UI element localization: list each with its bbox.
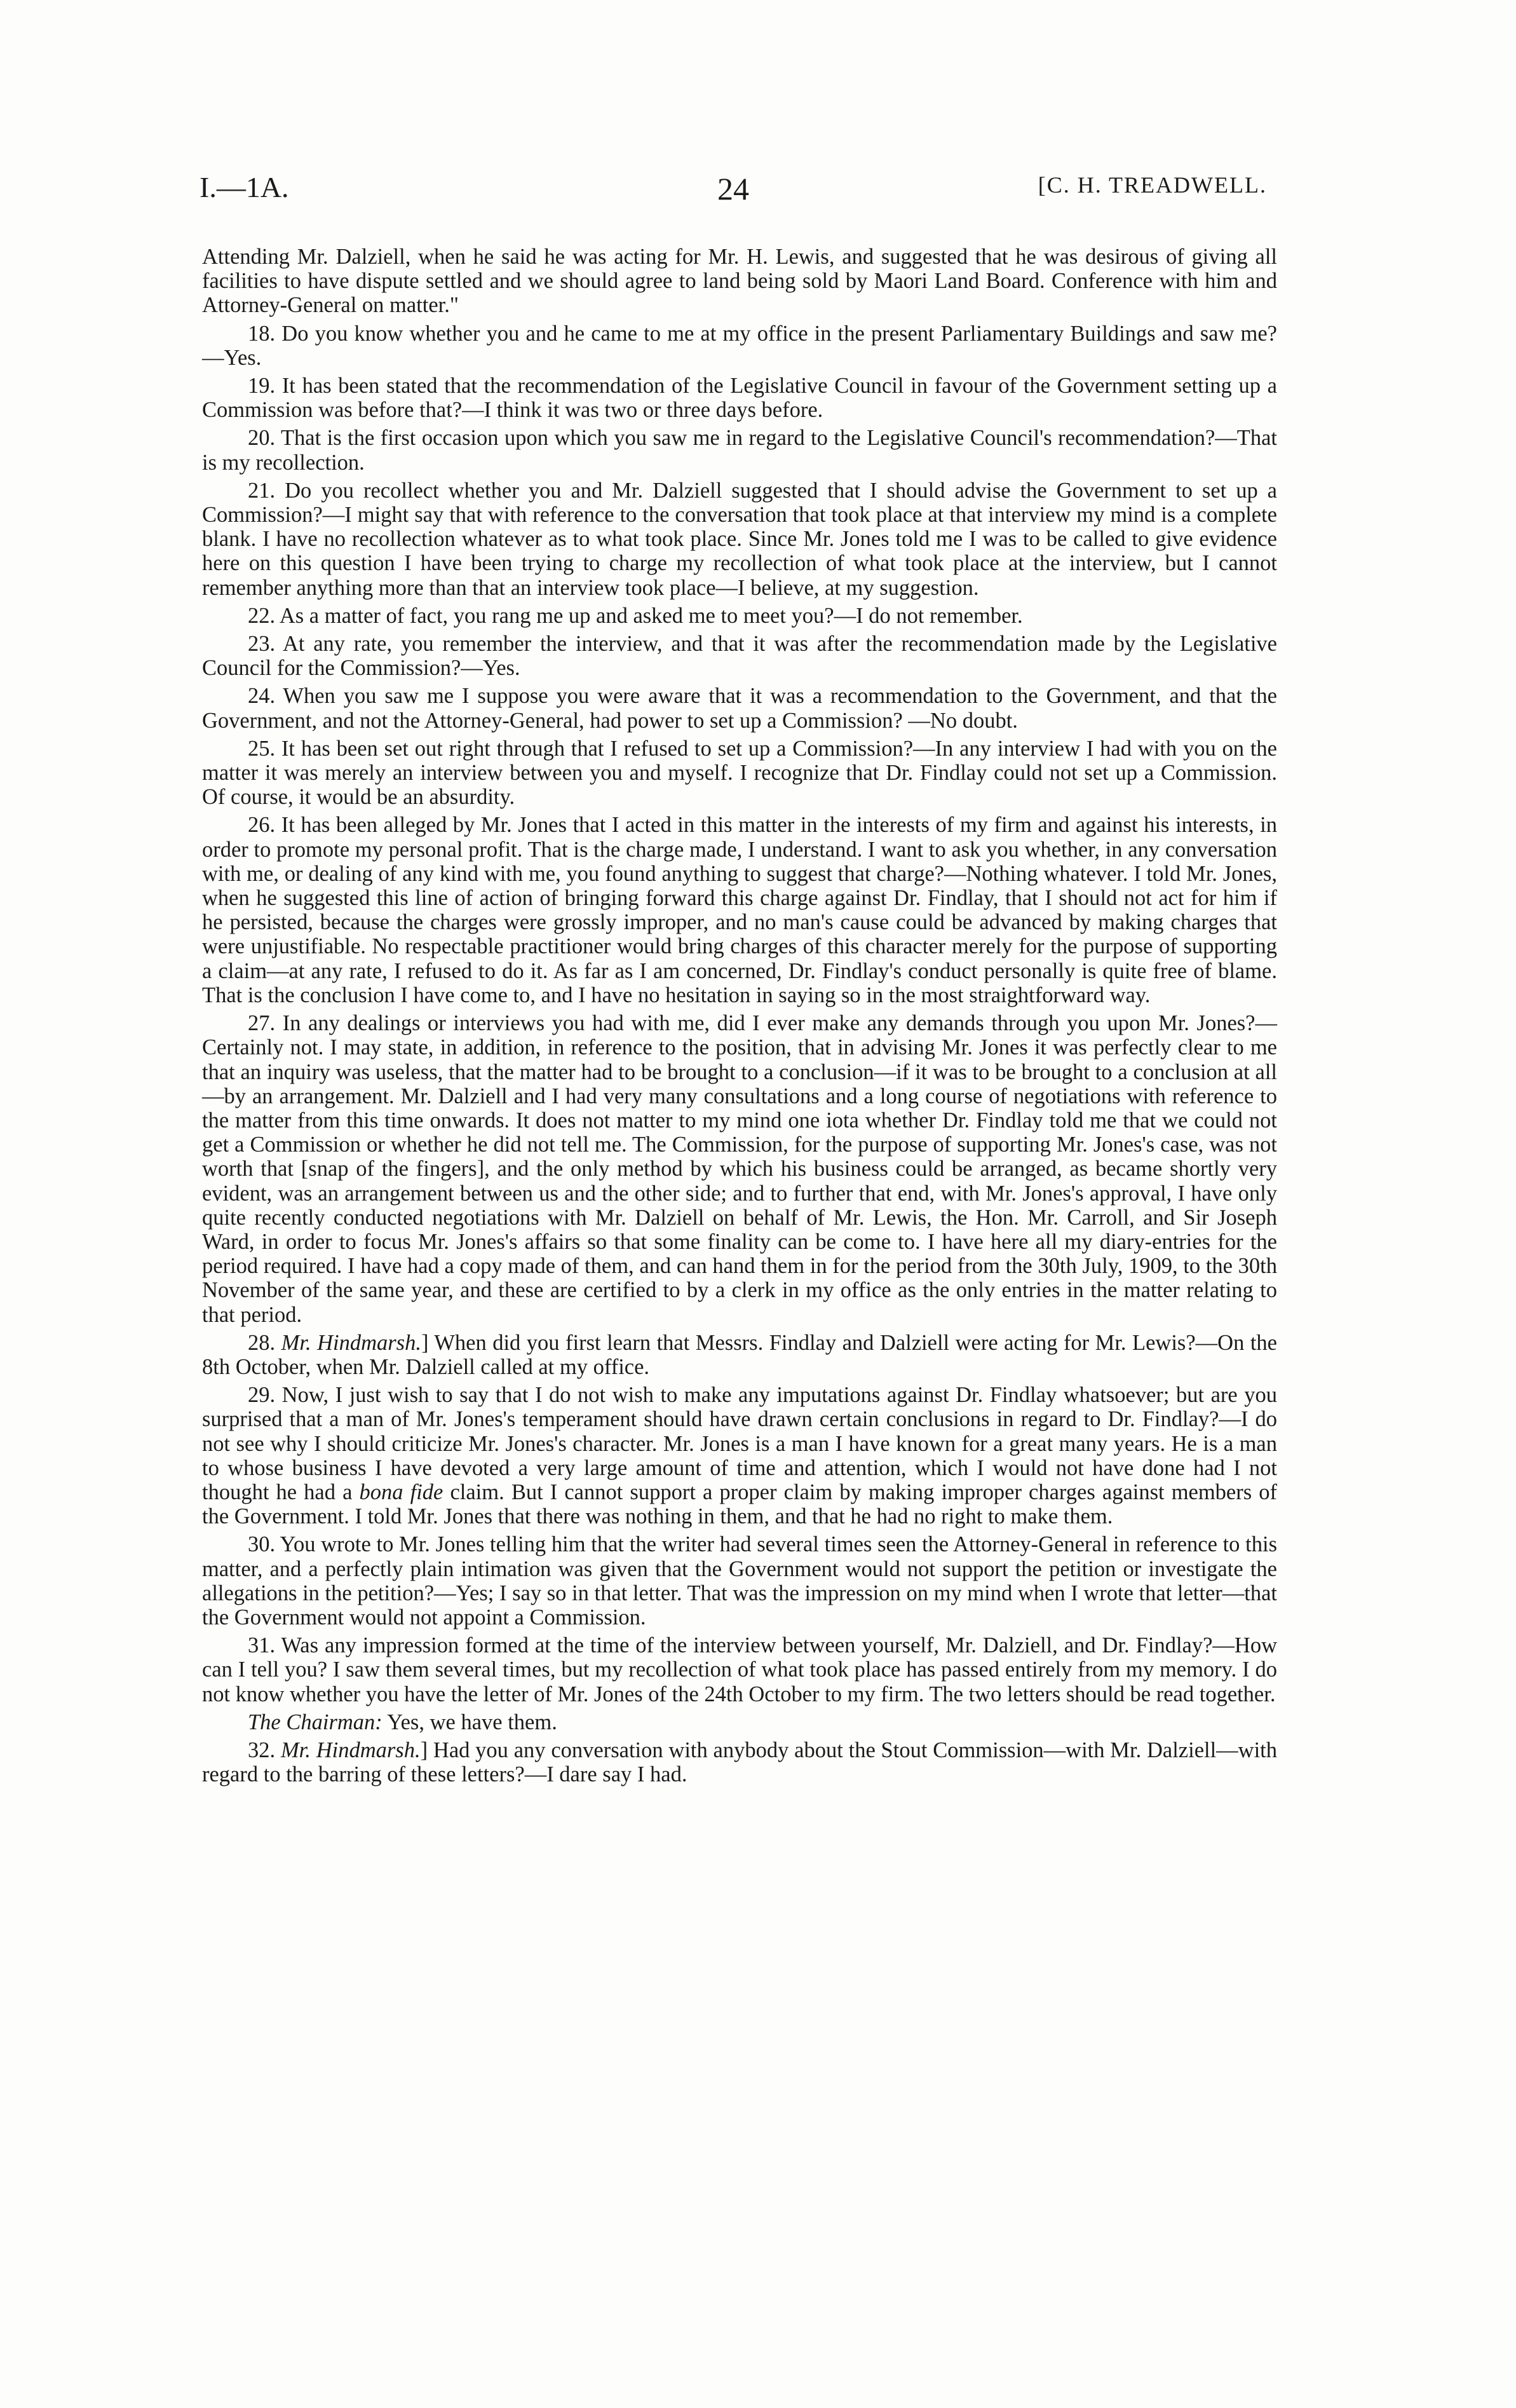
paragraph-q29 bbox=[202, 1383, 1277, 1528]
paper-reference: I.—1A. bbox=[200, 171, 289, 203]
paragraph-q19: 19. It has been stated that the recommendation of the Legislative Council in favour of the Government setting up a Commission was before that?—I think it was two or three days before. bbox=[202, 374, 1277, 423]
paragraph-q23: 23. At any rate, you remember the interview, and that it was after the recommendation made by the Legislative Council for the Commission?—Yes. bbox=[202, 632, 1277, 681]
paragraph-q18: 18. Do you know whether you and he came to me at my office in the present Parliamentary Buildings and saw me?—Yes. bbox=[202, 321, 1277, 370]
paragraph-text: 29. Now, I just wish to say that I do not wish to make any imputations against Dr. Findlay whatsoever; but are you surprised that a man of Mr. Jones's temperament should have drawn certain conclusions in regard to Dr. Findlay?—I do not see why I should criticize Mr. Jones's character. Mr. Jones is a man I have known for a great many years. He is a man to whose business I have devoted a very large amount of time and attention, which I would not have done had I not thought he had a bbox=[202, 1383, 1277, 1504]
paragraph-q31: 31. Was any impression formed at the time of the interview between yourself, Mr. Dalziell, and Dr. Findlay?—How can I tell you? I saw them several times, but my recollection of what took place has passed entirely from my memory. I do not know whether you have the letter of Mr. Jones of the 24th October to my firm. The two letters should be read together. bbox=[202, 1633, 1277, 1706]
paragraph-q21: 21. Do you recollect whether you and Mr. Dalziell suggested that I should advise the Government to set up a Commission?—I might say that with reference to the conversation that took place at that interview my mind is a complete blank. I have no recollection whatever as to what took place. Since Mr. Jones told me I was to be called to give evidence here on this question I have been trying to charge my recollection of what took place at the interview, but I cannot remember anything more than that an interview took place—I believe, at my suggestion. bbox=[202, 478, 1277, 600]
paragraph-q28 bbox=[202, 1331, 1277, 1379]
paragraph-q20: 20. That is the first occasion upon which you saw me in regard to the Legislative Council's recommendation?—That is my recollection. bbox=[202, 426, 1277, 475]
paragraph-q26: 26. It has been alleged by Mr. Jones that I acted in this matter in the interests of my firm and against his interests, in order to promote my personal profit. That is the charge made, I understand. I want to ask you whether, in any conversation with me, or dealing of any kind with me, you found anything to suggest that charge?—Nothing whatever. I told Mr. Jones, when he suggested this line of action of bringing forward this charge against Dr. Findlay, that I should not act for him if he persisted, because the charges were grossly improper, and no man's cause could be advanced by making charges that were unjustifiable. No respectable practitioner would bring charges of this character merely for the purpose of supporting a claim—at any rate, I refused to do it. As far as I am concerned, Dr. Findlay's conduct personally is quite free of blame. That is the conclusion I have come to, and I have no hesitation in saying so in the most straightforward way. bbox=[202, 813, 1277, 1007]
paragraph-continuation: Attending Mr. Dalziell, when he said he was acting for Mr. H. Lewis, and suggested that he was desirous of giving all facilities to have dispute settled and we should agree to land being sold by Maori Land Board. Conference with him and Attorney-General on matter." bbox=[202, 245, 1277, 318]
paragraph-q32 bbox=[202, 1738, 1277, 1786]
paragraph-text: claim. But I cannot support a proper claim by making improper charges against members of the Government. I told Mr. Jones that there was nothing in them, and that he had no right to make them. bbox=[202, 1479, 1278, 1529]
speaker-name: The Chairman: bbox=[248, 1710, 382, 1734]
speaker-name: Mr. Hindmarsh. bbox=[280, 1738, 421, 1762]
page-header bbox=[200, 170, 1267, 215]
paragraph-text: Yes, we have them. bbox=[382, 1710, 557, 1734]
emphasis-text: bona fide bbox=[359, 1479, 443, 1504]
paragraph-q25: 25. It has been set out right through that I refused to set up a Commission?—In any interview I had with you on the matter it was merely an interview between you and myself. I recognize that Dr. Findlay could not set up a Commission. Of course, it would be an absurdity. bbox=[202, 736, 1277, 810]
paragraph-q24: 24. When you saw me I suppose you were aware that it was a recommendation to the Government, and that the Government, and not the Attorney-General, had power to set up a Commission? —No doubt. bbox=[202, 684, 1277, 733]
document-body bbox=[202, 245, 1277, 1790]
paragraph-text: ] When did you first learn that Messrs. Findlay and Dalziell were acting for Mr. Lewis?—On the 8th October, when Mr. Dalziell called at my office. bbox=[202, 1330, 1277, 1379]
paragraph-chairman bbox=[202, 1710, 1277, 1734]
witness-name: [C. H. TREADWELL. bbox=[1038, 172, 1267, 198]
paragraph-q22: 22. As a matter of fact, you rang me up and asked me to meet you?—I do not remember. bbox=[248, 603, 1023, 628]
question-number: 28. bbox=[248, 1330, 276, 1355]
page-number: 24 bbox=[717, 171, 749, 207]
paragraph-q30: 30. You wrote to Mr. Jones telling him that the writer had several times seen the Attorney-General in reference to this matter, and a perfectly plain intimation was given that the Government would not support the petition or investigate the allegations in the petition?—Yes; I say so in that letter. That was the impression on my mind when I wrote that letter—that the Government would not appoint a Commission. bbox=[202, 1532, 1277, 1629]
speaker-name: Mr. Hindmarsh. bbox=[281, 1330, 421, 1355]
paragraph-text: ] Had you any conversation with anybody about the Stout Commission—with Mr. Dalziell—with regard to the barring of these letters?—I dare say I had. bbox=[202, 1738, 1278, 1787]
question-number: 32. bbox=[248, 1738, 276, 1762]
paragraph-q27: 27. In any dealings or interviews you had with me, did I ever make any demands through you upon Mr. Jones?—Certainly not. I may state, in addition, in reference to the position, that in advising Mr. Jones it was perfectly clear to me that an inquiry was useless, that the matter had to be brought to a conclusion—if it was to be brought to a conclusion at all—by an arrangement. Mr. Dalziell and I had very many consultations and a long course of negotiations with reference to the matter from this time onwards. It does not matter to my mind one iota whether Dr. Findlay told me that we could not get a Commission or whether he did not tell me. The Commission, for the purpose of supporting Mr. Jones's case, was not worth that [snap of the fingers], and the only method by which his business could be arranged, as became shortly very evident, was an arrangement between us and the other side; and to further that end, with Mr. Jones's approval, I have only quite recently conducted negotiations with Mr. Dalziell on behalf of Mr. Lewis, the Hon. Mr. Carroll, and Sir Joseph Ward, in order to focus Mr. Jones's affairs so that some finality can be come to. I have here all my diary-entries for the period required. I have had a copy made of them, and can hand them in for the period from the 30th July, 1909, to the 30th November of the same year, and these are certified to by a clerk in my office as the only entries in the matter relating to that period. bbox=[202, 1011, 1277, 1327]
